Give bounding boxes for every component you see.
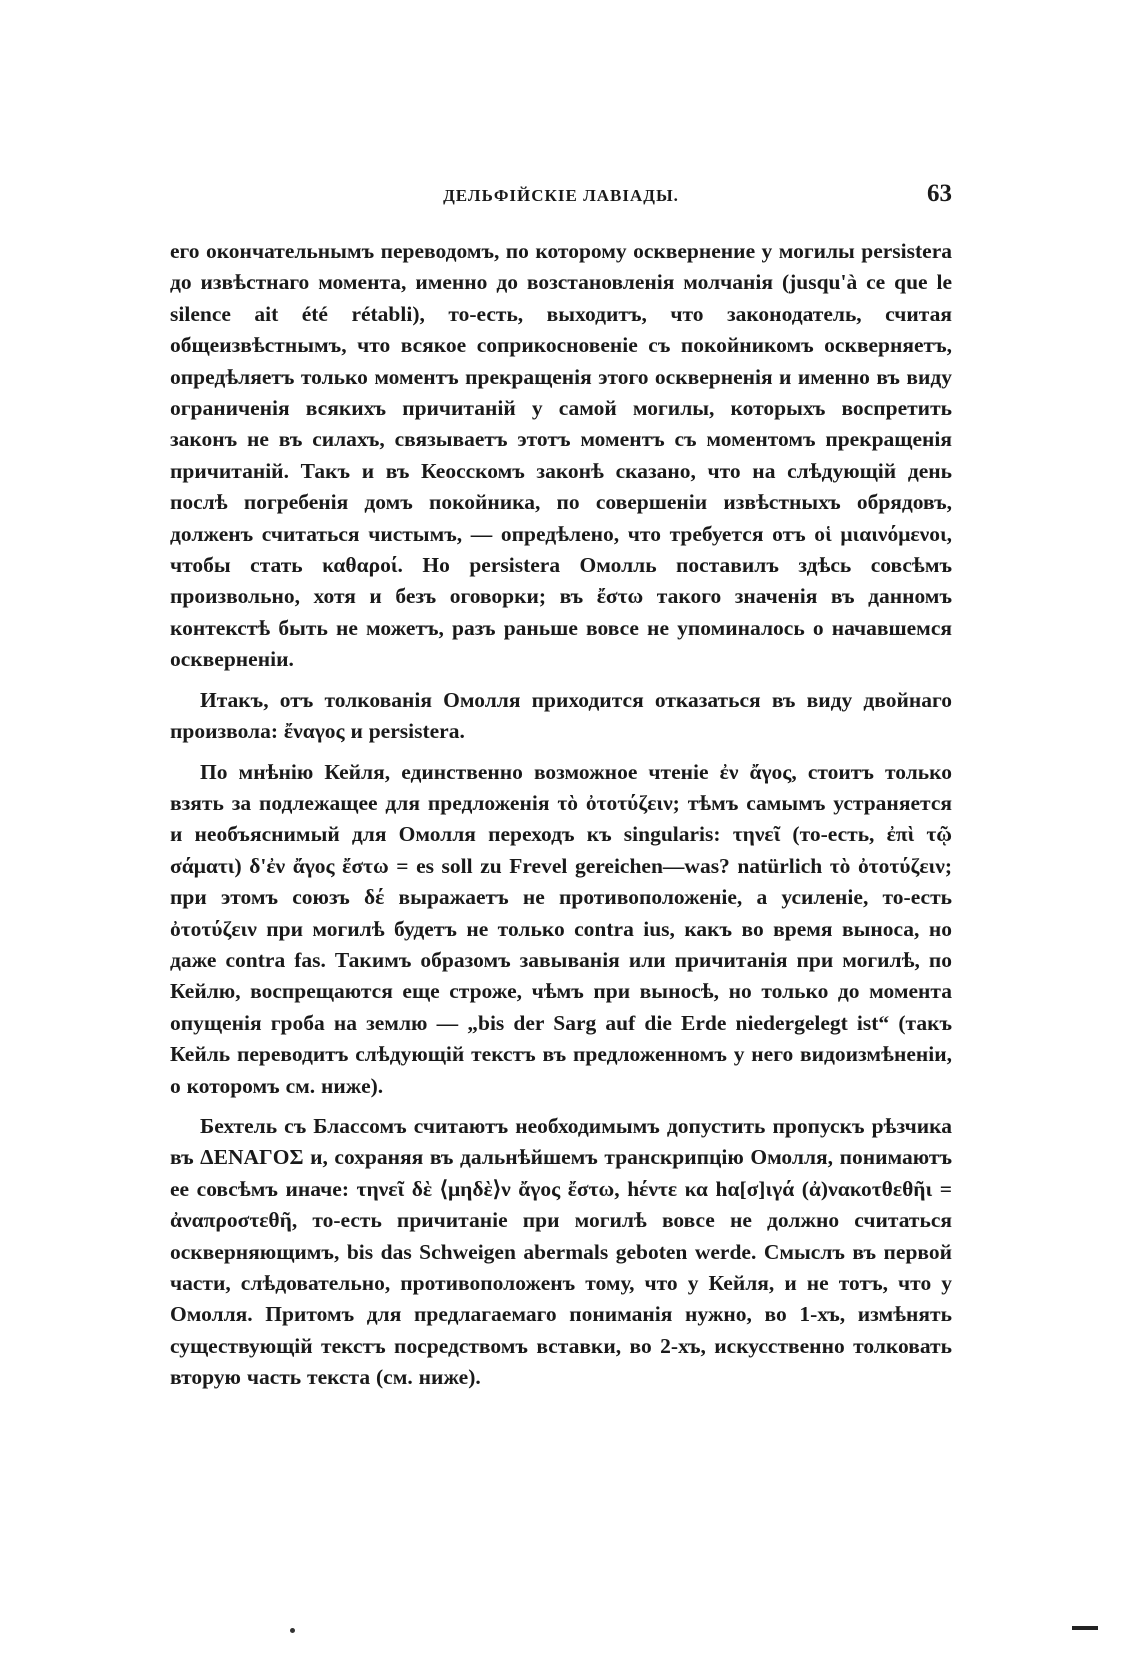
paragraph: По мнѣнію Кейля, единственно возможное чтеніе ἐν ἄγος, стоитъ только взять за подлежащее для предложенія τὸ ὀτοτύζειν; тѣмъ самымъ устраняется и необъяснимый для Омолля переходъ къ singularis: τηνεῖ (то-есть, ἐπὶ τῷ σάματι) δ'ἐν ἄγος ἔστω = es soll zu Frevel gereichen—was? natürlich τὸ ὀτοτύζειν; при этомъ союзъ δέ выражаетъ не противоположеніе, а усиленіе, то-есть ὀτοτύζειν при могилѣ будетъ не только contra ius, какъ во время выноса, но даже contra fas. Такимъ образомъ завыванія или причитанія при могилѣ, по Кейлю, воспрещаются еще строже, чѣмъ при выносѣ, но только до момента опущенія гроба на землю — „bis der Sarg auf die Erde niedergelegt ist“ (такъ Кейль переводитъ слѣдующій текстъ въ предложенномъ у него видоизмѣненіи, о которомъ см. ниже). (170, 759, 952, 1098)
scan-dash-mark (1072, 1626, 1098, 1630)
page-number: 63 (927, 180, 952, 207)
body-text (170, 236, 952, 1394)
running-title: ДЕЛЬФІЙСКІЕ ЛАВІАДЫ. (443, 186, 679, 205)
scan-speck (290, 1628, 295, 1633)
paragraph: его окончательнымъ переводомъ, по которому осквернение у могилы persistera до извѣстнаго момента, именно до возстановленія молчанія (jusqu'à ce que le silence ait été rétabli), то-есть, выходитъ, что законодатель, считая общеизвѣстнымъ, что всякое соприкосновеніе съ покойникомъ оскверняетъ, опредѣляетъ только моментъ прекращенія этого оскверненія и именно въ виду ограниченія всякихъ причитаній у самой могилы, которыхъ воспретить законъ не въ силахъ, связываетъ этотъ моментъ съ моментомъ прекращенія причитаній. Такъ и въ Кеосскомъ законѣ сказано, что на слѣдующій день послѣ погребенія домъ покойника, по совершеніи извѣстныхъ обрядовъ, долженъ считаться чистымъ, — опредѣлено, что требуется отъ οἱ μιαινόμενοι, чтобы стать καθαροί. Но persistera Омолль поставилъ здѣсь совсѣмъ произвольно, хотя и безъ оговорки; въ ἔστω такого значенія въ данномъ контекстѣ быть не можетъ, разъ раньше вовсе не упоминалось о начавшемся оскверненіи. (170, 239, 952, 672)
paragraph: Бехтель съ Блассомъ считаютъ необходимымъ допустить пропускъ рѣзчика въ ΔΕΝΑΓΟΣ и, сохраняя въ дальнѣйшемъ транскрипцію Омолля, понимаютъ ее совсѣмъ иначе: τηνεῖ δὲ ⟨μηδὲ⟩ν ἄγος ἔστω, hέντε κα hα[σ]ιγά (ἀ)νακοτθεθῆι = ἀναπροστεθῆ, то-есть причитаніе при могилѣ вовсе не должно считаться оскверняющимъ, bis das Schweigen abermals geboten werde. Смыслъ въ первой части, слѣдовательно, противоположенъ тому, что у Кейля, и не тотъ, что у Омолля. Притомъ для предлагаемаго пониманія нужно, во 1-хъ, измѣнять существующій текстъ посредствомъ вставки, во 2-хъ, искусственно толковать вторую часть текста (см. ниже). (170, 1113, 952, 1390)
running-head (170, 180, 952, 210)
paragraph: Итакъ, отъ толкованія Омолля приходится отказаться въ виду двойнаго произвола: ἔναγος и persistera. (170, 687, 952, 744)
